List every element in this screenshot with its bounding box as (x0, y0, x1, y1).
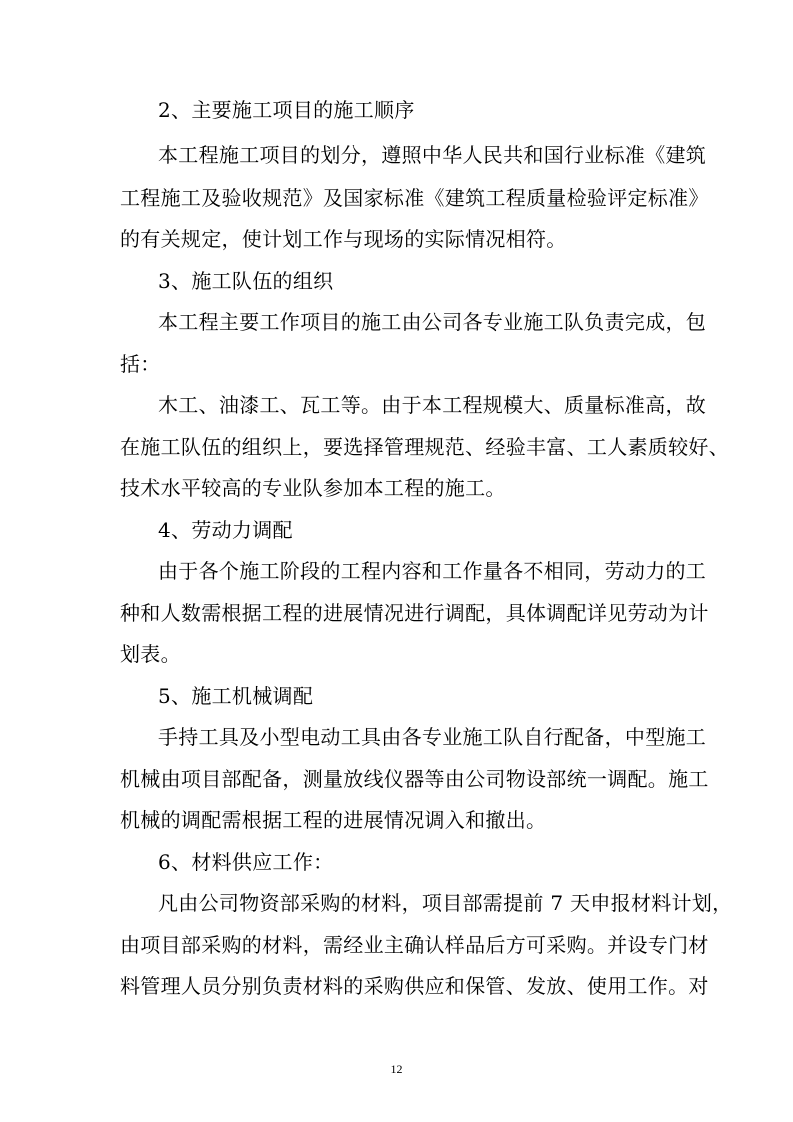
page-number: 12 (390, 1062, 403, 1076)
paragraph-line: 种和人数需根据工程的进展情况进行调配，具体调配详见劳动为计 (120, 601, 709, 625)
paragraph-line: 由于各个施工阶段的工程内容和工作量各不相同，劳动力的工 (158, 559, 707, 583)
heading-team-organization: 3、施工队伍的组织 (158, 269, 334, 293)
paragraph-line: 机械的调配需根据工程的进展情况调入和撤出。 (120, 808, 547, 832)
paragraph-line: 木工、油漆工、瓦工等。由于本工程规模大、质量标准高，故 (158, 393, 707, 417)
paragraph-line: 本工程主要工作项目的施工由公司各专业施工队负责完成，包 (158, 310, 707, 334)
paragraph-line: 技术水平较高的专业队参加本工程的施工。 (120, 476, 506, 500)
paragraph-line: 划表。 (120, 642, 181, 666)
heading-labor-allocation: 4、劳动力调配 (158, 518, 293, 542)
heading-material-supply: 6、材料供应工作： (158, 850, 334, 874)
paragraph-line: 的有关规定，使计划工作与现场的实际情况相符。 (120, 227, 567, 251)
paragraph-line: 料管理人员分别负责材料的采购供应和保管、发放、使用工作。对 (120, 974, 709, 998)
paragraph-line: 凡由公司物资部采购的材料，项目部需提前 7 天申报材料计划， (158, 891, 733, 915)
paragraph-line: 工程施工及验收规范》及国家标准《建筑工程质量检验评定标准》 (120, 186, 709, 210)
paragraph-line: 括： (120, 352, 161, 376)
heading-construction-order: 2、主要施工项目的施工顺序 (158, 98, 415, 122)
paragraph-line: 手持工具及小型电动工具由各专业施工队自行配备，中型施工 (158, 725, 707, 749)
paragraph-line: 机械由项目部配备，测量放线仪器等由公司物设部统一调配。施工 (120, 767, 709, 791)
paragraph-line: 由项目部采购的材料，需经业主确认样品后方可采购。并设专门材 (120, 933, 709, 957)
paragraph-line: 本工程施工项目的划分，遵照中华人民共和国行业标准《建筑 (158, 143, 707, 167)
heading-machinery-allocation: 5、施工机械调配 (158, 684, 314, 708)
paragraph-line: 在施工队伍的组织上，要选择管理规范、经验丰富、工人素质较好、 (120, 435, 729, 459)
